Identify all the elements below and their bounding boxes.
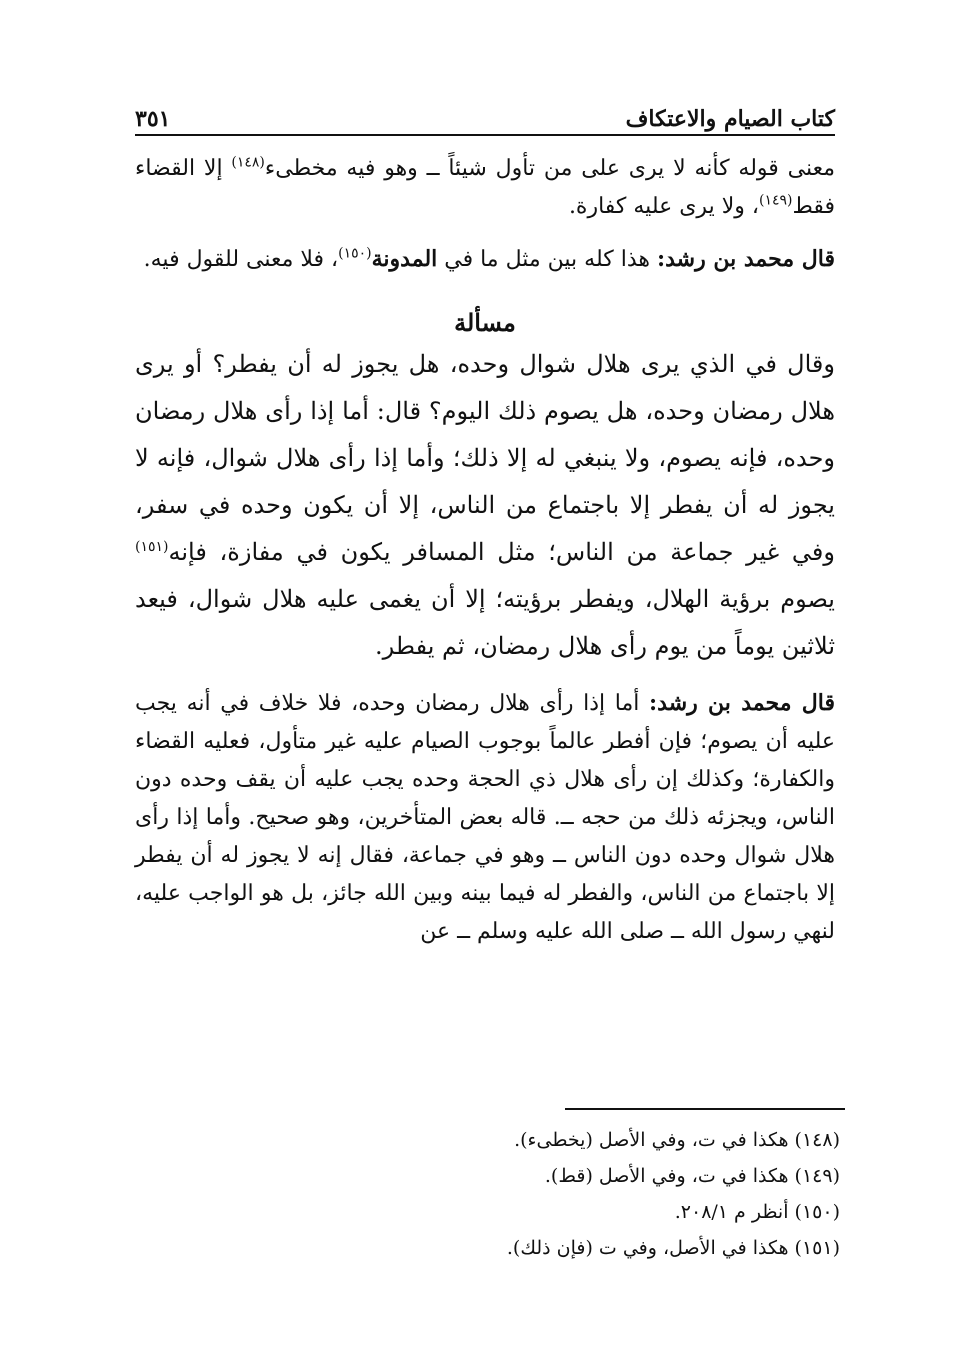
paragraph-commentary: [135, 684, 835, 951]
footnote-ref: (١٥٠): [338, 245, 372, 262]
footnotes: [135, 1122, 840, 1266]
footnote: (١٥١) هكذا في الأصل، وفي ت (فإن ذلك).: [506, 1237, 840, 1259]
paragraph-commentary-short: [135, 240, 835, 279]
section-heading: مسألة: [454, 308, 516, 337]
footnote: (١٤٨) هكذا في ت، وفي الأصل (يخطىء).: [514, 1129, 840, 1151]
header-rule: [135, 134, 835, 136]
footnote-ref: (١٤٨): [231, 154, 265, 171]
footnote-rule: [565, 1108, 845, 1110]
paragraph-text: أما إذا رأى هلال رمضان وحده، فلا خلاف في أنه يجب عليه أن يصوم؛ فإن أفطر عالماً بوجوب الصيام عليه غير متأول، فعليه القضاء والكفارة؛ وكذلك إن رأى هلال ذي الحجة وحده يجب عليه أن يقف وحده دون الناس، ويجزئه ذلك من حجه ــ. قاله بعض المتأخرين، وهو صحيح. وأما إذا رأى هلال شوال وحده دون الناس ــ وهو في جماعة، فقال إنه لا يجوز له أن يفطر إلا باجتماع من الناس، والفطر له فيما بينه وبين الله جائز، بل هو الواجب عليه، لنهي رسول الله ــ صلى الله عليه وسلم ــ عن: [135, 691, 835, 944]
commentator-lead: قال محمد بن رشد:: [656, 246, 835, 272]
commentator-lead: قال محمد بن رشد:: [649, 690, 835, 716]
footnote-ref: (١٤٩): [758, 192, 793, 209]
paragraph-text: معنى قوله كأنه لا يرى على من تأول شيئاً ــ وهو فيه مخطىء: [264, 156, 835, 181]
page-number: ٣٥١: [135, 106, 171, 132]
paragraph-text: ، فلا معنى للقول فيه.: [143, 247, 339, 272]
footnote: (١٤٩) هكذا في ت، وفي الأصل (قط).: [544, 1165, 840, 1187]
paragraph-text: وقال في الذي يرى هلال شوال وحده، هل يجوز له أن يفطر؟ أو يرى هلال رمضان وحده، هل يصوم ذلك اليوم؟ قال: أما إذا رأى هلال رمضان وحده، فإنه يصوم، ولا ينبغي له إلا ذلك؛ وأما إذا رأى هلال شوال، فإنه لا يجوز له أن يفطر إلا باجتماع من الناس، إلا أن يكون وحده في سفر، وفي غير جماعة من الناس؛ مثل المسافر يكون في مفازة، فإنه: [135, 350, 835, 566]
paragraph-text: إلا القضاء فقط: [135, 156, 835, 219]
paragraph-continuation: [135, 150, 835, 226]
paragraph-text: ، ولا يرى عليه كفارة.: [568, 194, 759, 219]
footnote: (١٥٠) أنظر م ٢٠٨/١.: [674, 1201, 840, 1223]
paragraph-question: [135, 341, 835, 670]
paragraph-text: يصوم برؤية الهلال، ويفطر برؤيته؛ إلا أن يغمى عليه هلال شوال، فيعد ثلاثين يوماً من يوم رأى هلال رمضان، ثم يفطر.: [135, 585, 835, 660]
main-text: [135, 150, 835, 951]
book-title: المدونة: [371, 246, 438, 272]
running-title: كتاب الصيام والاعتكاف: [625, 106, 835, 132]
page-header: [135, 96, 835, 132]
footnote-ref: (١٥١): [135, 539, 169, 555]
paragraph-text: هذا كله بين مثل ما في: [437, 247, 657, 272]
